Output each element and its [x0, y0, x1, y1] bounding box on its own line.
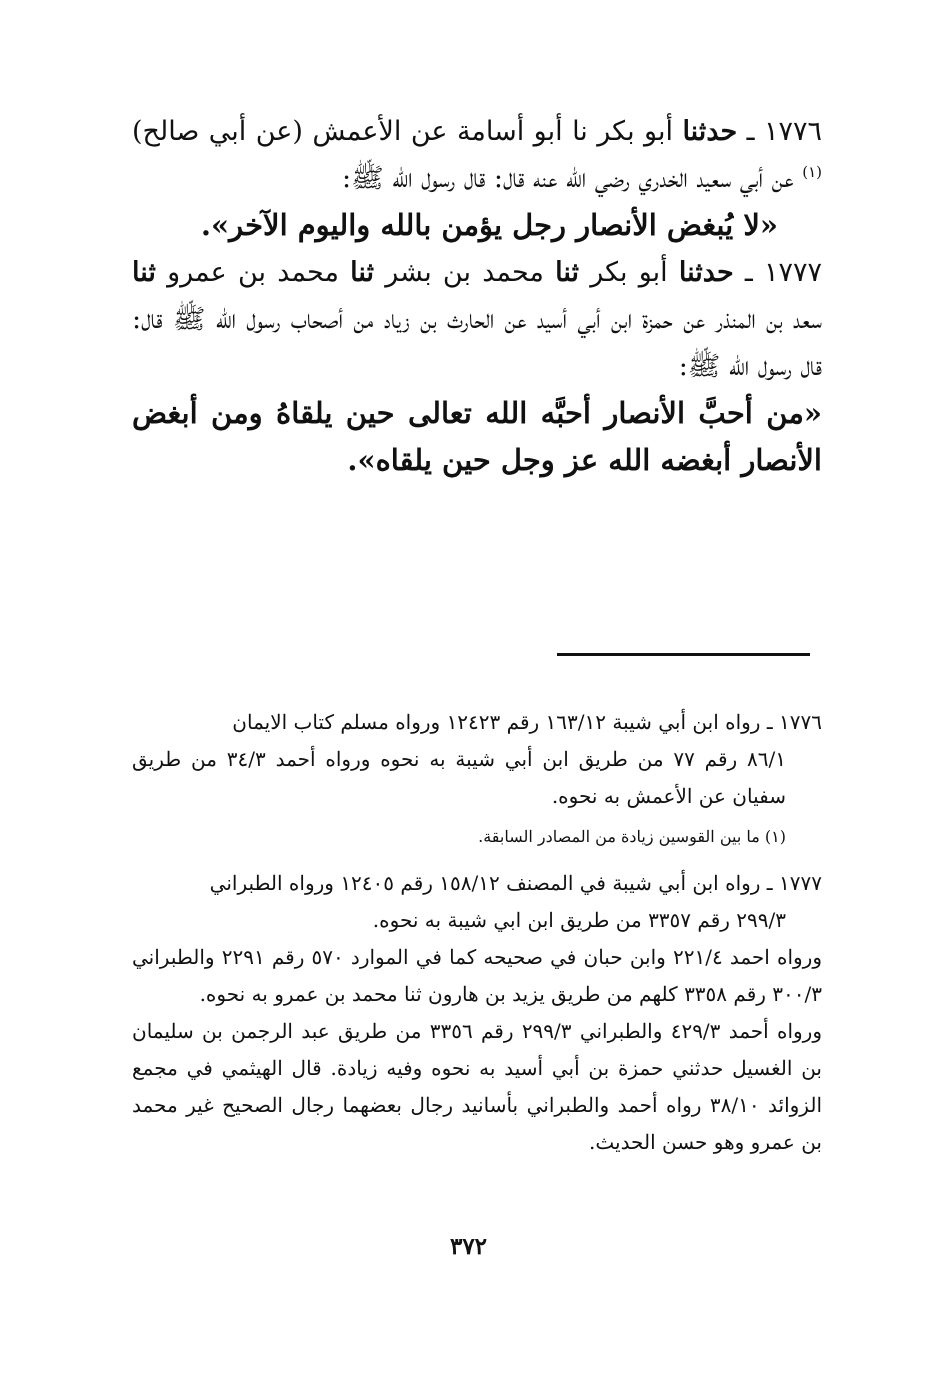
hadith-1777-matn: «من أحبَّ الأنصار أحبَّه الله تعالى حين يلقاهُ ومن أبغض الأنصار أبغضه الله عز وجل حين يلقاه».	[132, 396, 822, 477]
hadith-1777-thana-2: ثنا	[350, 257, 375, 288]
hadith-1776-matn: «لا يُبغض الأنصار رجل يؤمن بالله واليوم الآخر».	[200, 208, 778, 242]
hadith-1776-lead: حدثنا	[682, 116, 738, 147]
hadith-1777-thana-3: ثنا	[132, 257, 156, 288]
hadith-1776-dash: ـ	[737, 116, 764, 147]
hadith-1776-number: ١٧٧٦	[764, 116, 823, 147]
main-text	[132, 108, 822, 484]
hadith-1776	[132, 108, 822, 202]
hadith-1777-isnad-d: سعد بن المنذر عن حمزة ابن أبي أسيد عن الحارث بن زياد من أصحاب رسول الله ﷺ قال: قال رسول الله ﷺ:	[132, 304, 822, 382]
note-1777-paragraph-2: ورواه احمد ٢٢١/٤ وابن حبان في صحيحه كما في الموارد ٥٧٠ رقم ٢٢٩١ والطبراني ٣٠٠/٣ رقم ٣٣٥٨ كلهم من طريق يزيد بن هارون ثنا محمد بن عمرو به نحوه.	[132, 945, 822, 1006]
hadith-1777	[132, 249, 822, 390]
hadith-1777-isnad-a: أبو بكر	[578, 257, 679, 288]
note-1776-continuation: ٨٦/١ رقم ٧٧ من طريق ابن أبي شيبة به نحوه ورواه أحمد ٣٤/٣ من طريق سفيان عن الأعمش به نحوه.	[132, 747, 787, 808]
notes-section	[132, 704, 822, 1161]
hadith-1776-isnad-2: عن أبي سعيد الخدري رضي الله عنه قال: قال رسول الله ﷺ:	[342, 163, 803, 194]
hadith-1777-thana-1: ثنا	[555, 257, 579, 288]
hadith-1777-dash: ـ	[733, 257, 764, 288]
hadith-1777-isnad-c: محمد بن عمرو	[155, 257, 351, 288]
footnote-1: (١) ما بين القوسين زيادة من المصادر السابقة.	[478, 827, 786, 846]
note-1777-line-1: ١٧٧٧ ـ رواه ابن أبي شيبة في المصنف ١٥٨/١٢ رقم ١٢٤٠٥ ورواه الطبراني	[209, 871, 822, 895]
note-1777-continuation: ٢٩٩/٣ رقم ٣٣٥٧ من طريق ابن ابي شيبة به نحوه.	[372, 908, 786, 932]
hadith-1777-lead: حدثنا	[678, 257, 734, 288]
note-1776-line-1: ١٧٧٦ ـ رواه ابن أبي شيبة ١٦٣/١٢ رقم ١٢٤٢٣ ورواه مسلم كتاب الايمان	[232, 710, 822, 734]
page-number: ٣٧٢	[449, 1233, 488, 1260]
footnote-separator	[557, 653, 810, 656]
hadith-1776-isnad-1: أبو بكر نا أبو أسامة عن الأعمش (عن أبي صالح)	[132, 116, 683, 147]
note-1777-paragraph-3: ورواه أحمد ٤٢٩/٣ والطبراني ٢٩٩/٣ رقم ٣٣٥٦ من طريق عبد الرجمن بن سليمان بن الغسيل حدثني حمزة بن أبي أسيد به نحوه وفيه زيادة. قال الهيثمي في مجمع الزوائد ٣٨/١٠ رواه أحمد والطبراني بأسانيد رجال بعضهما رجال الصحيح غير محمد بن عمرو وهو حسن الحديث.	[132, 1019, 822, 1154]
footnote-ref-1: (١)	[802, 163, 822, 181]
hadith-1777-isnad-b: محمد بن بشر	[374, 257, 556, 288]
hadith-1777-number: ١٧٧٧	[763, 257, 822, 288]
